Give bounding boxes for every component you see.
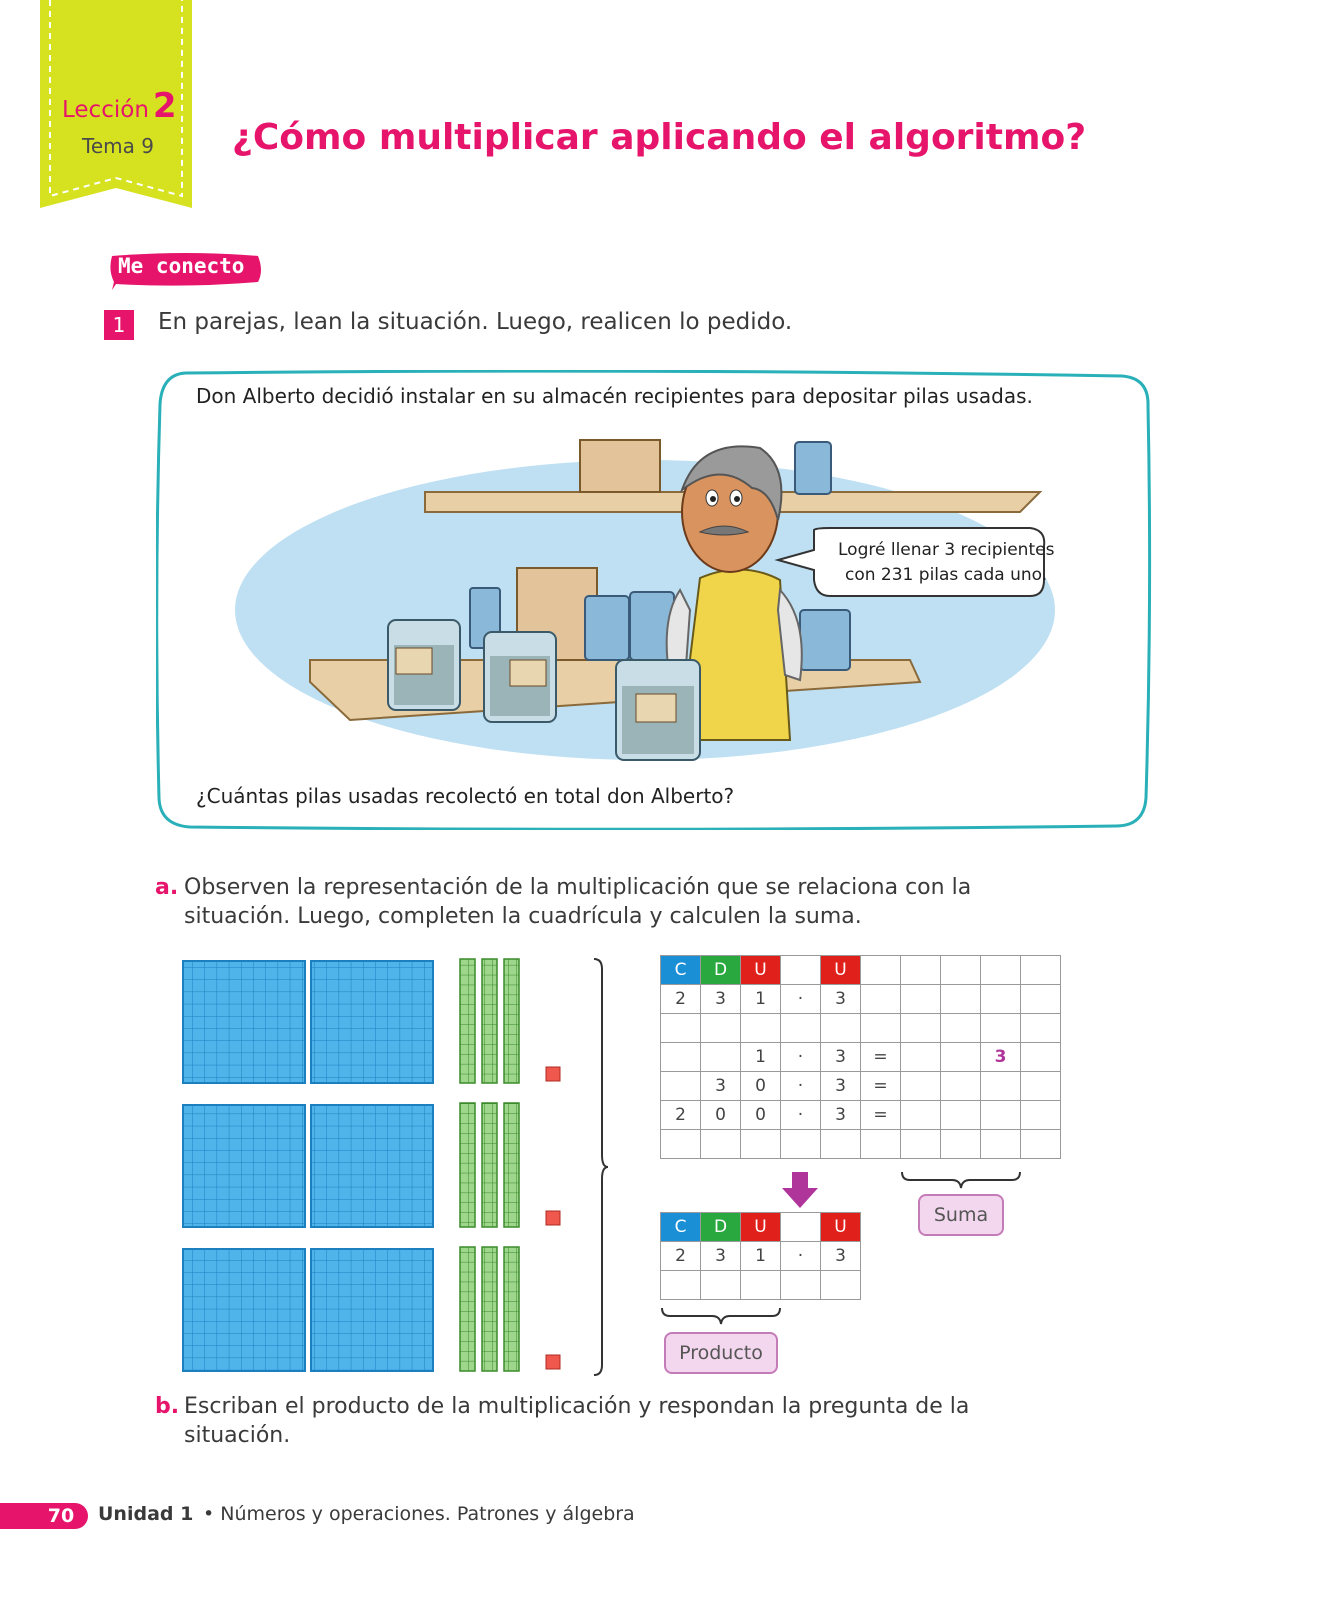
sum-brace	[900, 1170, 1022, 1190]
grid-cell[interactable]: U	[821, 1213, 861, 1242]
grid-cell[interactable]	[901, 1014, 941, 1043]
grid-cell[interactable]: 3	[701, 1242, 741, 1271]
grid-row	[661, 1130, 1061, 1159]
grid-cell[interactable]: D	[701, 1213, 741, 1242]
grid-row	[661, 956, 1061, 985]
grid-cell[interactable]	[701, 1271, 741, 1300]
footer-topic-text: Números y operaciones. Patrones y álgebra	[220, 1503, 635, 1525]
grid-row	[661, 985, 1061, 1014]
grid-cell[interactable]: ·	[781, 1072, 821, 1101]
base-ten-blocks	[180, 955, 610, 1385]
grid-cell[interactable]	[1021, 956, 1061, 985]
grid-cell[interactable]	[1021, 1130, 1061, 1159]
battery-jar-3	[616, 660, 700, 760]
step-a-label: a.	[155, 875, 179, 900]
step-b-label: b.	[155, 1394, 180, 1419]
grid-cell[interactable]: 1	[741, 1043, 781, 1072]
block-group-3	[183, 1247, 560, 1371]
grid-cell[interactable]: 3	[821, 1101, 861, 1130]
grid-cell[interactable]	[821, 1130, 861, 1159]
grid-cell[interactable]	[901, 1101, 941, 1130]
grid-cell[interactable]	[901, 1072, 941, 1101]
grid-cell[interactable]: =	[861, 1101, 901, 1130]
story-question: ¿Cuántas pilas usadas recolectó en total don Alberto?	[196, 784, 735, 808]
down-arrow-icon	[780, 1172, 820, 1210]
activity-instruction: En parejas, lean la situación. Luego, realicen lo pedido.	[158, 309, 793, 335]
grid-cell[interactable]	[861, 956, 901, 985]
battery-jar-2	[484, 632, 556, 722]
grid-cell[interactable]: 3	[821, 1043, 861, 1072]
grid-cell[interactable]: 3	[821, 1242, 861, 1271]
speech-line-2: con 231 pilas cada uno.	[845, 565, 1048, 585]
footer-topic	[203, 1503, 635, 1525]
grid-cell[interactable]	[781, 1271, 821, 1300]
grid-cell[interactable]: D	[701, 956, 741, 985]
grid-cell[interactable]	[661, 1014, 701, 1043]
step-b-line-1: Escriban el producto de la multiplicación y respondan la pregunta de la	[184, 1394, 970, 1419]
grid-cell[interactable]	[701, 1043, 741, 1072]
grid-row	[661, 1242, 861, 1271]
grid-cell[interactable]	[861, 1130, 901, 1159]
grid-cell[interactable]: 3	[821, 1072, 861, 1101]
group-brace	[594, 959, 608, 1375]
grid-cell[interactable]: 1	[741, 985, 781, 1014]
grid-cell[interactable]	[741, 1271, 781, 1300]
grid-cell[interactable]	[661, 1043, 701, 1072]
grid-cell[interactable]	[701, 1014, 741, 1043]
grid-cell[interactable]: ·	[781, 1101, 821, 1130]
grid-cell[interactable]: 0	[701, 1101, 741, 1130]
section-badge: Me conecto	[118, 254, 245, 278]
grid-cell[interactable]	[781, 1130, 821, 1159]
grid-cell[interactable]	[901, 1130, 941, 1159]
grid-cell[interactable]	[941, 985, 981, 1014]
lesson-label	[62, 86, 177, 126]
grid-cell[interactable]: 2	[661, 1101, 701, 1130]
grid-row	[661, 1014, 1061, 1043]
grid-cell[interactable]	[981, 1072, 1021, 1101]
grid-cell[interactable]: ·	[781, 1242, 821, 1271]
grid-cell[interactable]: ·	[781, 985, 821, 1014]
grid-cell[interactable]: 0	[741, 1101, 781, 1130]
step-a-line-2: situación. Luego, completen la cuadrícula y calculen la suma.	[184, 904, 862, 929]
footer-accent-bar	[0, 1503, 36, 1529]
step-a-line-1: Observen la representación de la multiplicación que se relaciona con la	[184, 875, 972, 900]
grid-cell[interactable]: 3	[701, 985, 741, 1014]
grid-cell[interactable]: =	[861, 1072, 901, 1101]
block-group-2	[183, 1103, 560, 1227]
grid-row	[661, 1271, 861, 1300]
grid-cell[interactable]: C	[661, 1213, 701, 1242]
grid-cell[interactable]	[781, 1213, 821, 1242]
grid-cell[interactable]	[1021, 1101, 1061, 1130]
grid-cell[interactable]	[1021, 985, 1061, 1014]
story-intro: Don Alberto decidió instalar en su almacén recipientes para depositar pilas usadas.	[196, 384, 1033, 408]
lesson-word: Lección	[62, 97, 149, 123]
grid-cell[interactable]	[741, 1130, 781, 1159]
grid-cell[interactable]	[941, 1130, 981, 1159]
grid-cell[interactable]	[981, 1101, 1021, 1130]
grid-cell[interactable]: 2	[661, 985, 701, 1014]
grid-cell[interactable]	[901, 985, 941, 1014]
footer-unit: Unidad 1	[98, 1503, 194, 1525]
grid-row	[661, 1213, 861, 1242]
activity-number: 1	[104, 310, 134, 340]
grid-cell[interactable]	[941, 1101, 981, 1130]
speech-bubble	[778, 528, 1044, 596]
grid-cell[interactable]	[941, 956, 981, 985]
product-label: Producto	[664, 1332, 778, 1374]
grid-cell[interactable]	[901, 956, 941, 985]
grid-cell[interactable]	[981, 956, 1021, 985]
main-calculation-grid	[660, 955, 1061, 1159]
grid-cell[interactable]: U	[741, 956, 781, 985]
grid-cell[interactable]	[1021, 1043, 1061, 1072]
grid-cell[interactable]: 1	[741, 1242, 781, 1271]
grid-cell[interactable]	[861, 985, 901, 1014]
grid-cell[interactable]: ·	[781, 1043, 821, 1072]
step-b-line-2: situación.	[184, 1423, 291, 1448]
footer-separator: •	[203, 1503, 215, 1525]
page-number: 70	[34, 1503, 88, 1529]
grid-cell[interactable]	[781, 956, 821, 985]
grid-cell[interactable]: =	[861, 1043, 901, 1072]
grid-cell[interactable]: 0	[741, 1072, 781, 1101]
grid-row	[661, 1043, 1061, 1072]
topic-label: Tema 9	[82, 134, 154, 158]
grid-cell[interactable]	[981, 1130, 1021, 1159]
grid-cell[interactable]: U	[741, 1213, 781, 1242]
grid-cell[interactable]	[981, 1014, 1021, 1043]
lesson-number: 2	[152, 86, 177, 126]
grid-row	[661, 1072, 1061, 1101]
grid-cell[interactable]: 2	[661, 1242, 701, 1271]
grid-cell[interactable]	[1021, 1014, 1061, 1043]
grid-cell[interactable]	[741, 1014, 781, 1043]
page-title: ¿Cómo multiplicar aplicando el algoritmo?	[232, 117, 1087, 158]
grid-row	[661, 1101, 1061, 1130]
grid-cell[interactable]	[821, 1271, 861, 1300]
grid-cell[interactable]	[981, 985, 1021, 1014]
grid-cell[interactable]: U	[821, 956, 861, 985]
product-grid	[660, 1212, 861, 1300]
grid-cell[interactable]	[1021, 1072, 1061, 1101]
grid-cell[interactable]	[901, 1043, 941, 1072]
product-brace	[660, 1306, 782, 1326]
grid-cell[interactable]	[941, 1014, 981, 1043]
grid-cell[interactable]	[941, 1043, 981, 1072]
grid-cell[interactable]	[821, 1014, 861, 1043]
speech-line-1: Logré llenar 3 recipientes	[838, 540, 1055, 560]
store-illustration	[230, 420, 1060, 780]
sum-label: Suma	[918, 1194, 1004, 1236]
grid-cell[interactable]	[781, 1014, 821, 1043]
grid-cell[interactable]: C	[661, 956, 701, 985]
battery-jar-1	[388, 620, 460, 710]
grid-cell[interactable]	[701, 1130, 741, 1159]
grid-cell[interactable]: 3	[821, 985, 861, 1014]
grid-cell[interactable]	[941, 1072, 981, 1101]
grid-cell[interactable]: 3	[701, 1072, 741, 1101]
grid-cell[interactable]: 3	[981, 1043, 1021, 1072]
grid-cell[interactable]	[661, 1072, 701, 1101]
grid-cell[interactable]	[661, 1271, 701, 1300]
grid-cell[interactable]	[861, 1014, 901, 1043]
block-group-1	[183, 959, 560, 1083]
grid-cell[interactable]	[661, 1130, 701, 1159]
